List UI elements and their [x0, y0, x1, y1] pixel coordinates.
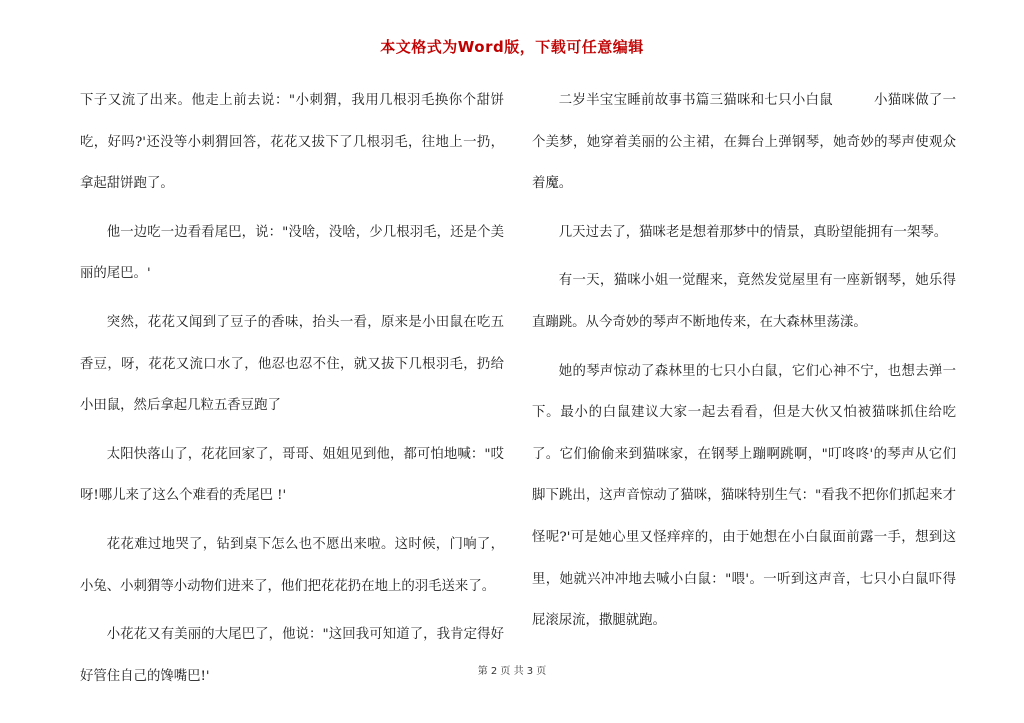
paragraph: 几天过去了，猫咪老是想着那梦中的情景，真盼望能拥有一架琴。 — [558, 224, 948, 240]
paragraph: 他一边吃一边看看尾巴，说："没啥，没啥，少几根羽毛，还是个美丽的尾巴。' — [80, 224, 504, 282]
paragraph: 下子又流了出来。他走上前去说："小刺猬，我用几根羽毛换你个甜饼吃，好吗?'还没等小刺猬回答，花花又拔下了几根羽毛，往地上一扔，拿起甜饼跑了。 — [80, 93, 504, 192]
document-banner: 本文格式为Word版，下载可任意编辑 — [380, 38, 644, 56]
left-text-column — [80, 80, 504, 704]
paragraph: 她的琴声惊动了森林里的七只小白鼠，它们心神不宁，也想去弹一下。最小的白鼠建议大家一起去看看，但是大伙又怕被猫咪抓住给吃了。它们偷偷来到猫咪家，在钢琴上蹦啊跳啊，"叮咚咚'的琴声从它们脚下跳出，这声音惊动了猫咪，猫咪特别生气："看我不把你们抓起来才怪呢?'可是她心里又怪痒痒的，由于她想在小白鼠面前露一手，想到这里，她就兴冲冲地去喊小白鼠："喂'。一听到这声音，七只小白鼠吓得屁滚尿流，撒腿就跑。 — [532, 363, 956, 629]
paragraph: 二岁半宝宝睡前故事书篇三猫咪和七只小白鼠 小猫咪做了一个美梦，她穿着美丽的公主裙，在舞台上弹钢琴，她奇妙的琴声使观众着魔。 — [532, 93, 956, 192]
right-text-column — [532, 80, 956, 649]
paragraph: 太阳快落山了，花花回家了，哥哥、姐姐见到他，都可怕地喊："哎呀!哪儿来了这么个难看的秃尾巴 !' — [80, 446, 504, 504]
paragraph: 花花难过地哭了，钻到桌下怎么也不愿出来啦。这时候，门响了，小兔、小刺猬等小动物们进来了，他们把花花扔在地上的羽毛送来了。 — [80, 536, 504, 594]
paragraph: 突然，花花又闻到了豆子的香味，抬头一看，原来是小田鼠在吃五香豆，呀，花花又流口水了，他忍也忍不住，就又拔下几根羽毛，扔给小田鼠，然后拿起几粒五香豆跑了 — [80, 314, 504, 414]
paragraph: 有一天，猫咪小姐一觉醒来，竟然发觉屋里有一座新钢琴，她乐得直蹦跳。从今奇妙的琴声不断地传来，在大森林里荡漾。 — [532, 273, 956, 330]
paragraph: 小花花又有美丽的大尾巴了，他说："这回我可知道了，我肯定得好好管住自己的馋嘴巴!' — [80, 627, 504, 684]
page-number: 第 2 页 共 3 页 — [477, 666, 547, 677]
